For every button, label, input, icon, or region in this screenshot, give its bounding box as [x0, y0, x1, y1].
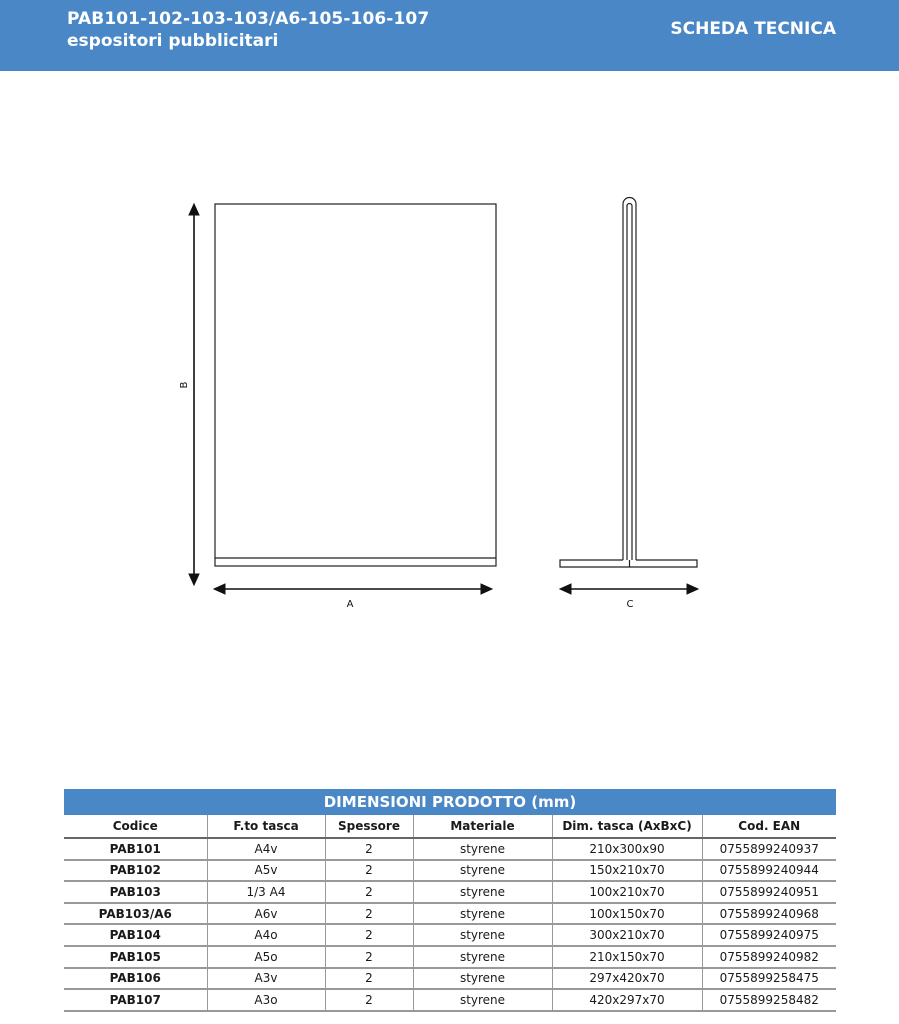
cell-codice: PAB107: [64, 989, 207, 1011]
cell-materiale: styrene: [413, 968, 552, 990]
front-view: [215, 204, 496, 566]
cell-ean: 0755899240944: [702, 860, 836, 882]
product-codes-title: PAB101-102-103-103/A6-105-106-107: [67, 9, 430, 29]
cell-spessore: 2: [325, 924, 413, 946]
cell-formato: A5o: [207, 946, 325, 968]
cell-formato: A4o: [207, 924, 325, 946]
cell-formato: A4v: [207, 838, 325, 860]
scheda-tecnica-label: SCHEDA TECNICA: [670, 19, 836, 39]
cell-ean: 0755899240982: [702, 946, 836, 968]
cell-dim: 150x210x70: [552, 860, 702, 882]
side-view: [560, 198, 697, 568]
col-header-codice: Codice: [64, 815, 207, 838]
cell-codice: PAB101: [64, 838, 207, 860]
cell-codice: PAB103: [64, 881, 207, 903]
col-header-materiale: Materiale: [413, 815, 552, 838]
col-header-formato-tasca: F.to tasca: [207, 815, 325, 838]
cell-dim: 100x150x70: [552, 903, 702, 925]
cell-codice: PAB106: [64, 968, 207, 990]
col-header-cod-ean: Cod. EAN: [702, 815, 836, 838]
col-header-dim-tasca: Dim. tasca (AxBxC): [552, 815, 702, 838]
table-row: [64, 903, 836, 925]
dimension-a-label: A: [346, 599, 354, 610]
cell-codice: PAB104: [64, 924, 207, 946]
cell-codice: PAB103/A6: [64, 903, 207, 925]
table-row: [64, 838, 836, 860]
table-title: DIMENSIONI PRODOTTO (mm): [64, 789, 836, 815]
cell-materiale: styrene: [413, 946, 552, 968]
cell-formato: 1/3 A4: [207, 881, 325, 903]
dimension-b-label: B: [179, 381, 190, 389]
cell-dim: 300x210x70: [552, 924, 702, 946]
cell-dim: 420x297x70: [552, 989, 702, 1011]
cell-materiale: styrene: [413, 881, 552, 903]
product-subtitle: espositori pubblicitari: [67, 31, 279, 51]
cell-materiale: styrene: [413, 903, 552, 925]
side-outer-fold: [623, 198, 636, 561]
cell-dim: 100x210x70: [552, 881, 702, 903]
cell-spessore: 2: [325, 989, 413, 1011]
cell-formato: A3v: [207, 968, 325, 990]
cell-codice: PAB102: [64, 860, 207, 882]
table-row: [64, 968, 836, 990]
cell-dim: 297x420x70: [552, 968, 702, 990]
cell-spessore: 2: [325, 881, 413, 903]
side-inner-fold: [627, 204, 632, 561]
cell-formato: A3o: [207, 989, 325, 1011]
product-dimensions-table: [64, 789, 836, 1012]
dimension-c: [560, 584, 698, 594]
cell-materiale: styrene: [413, 838, 552, 860]
side-base: [560, 560, 697, 567]
cell-dim: 210x300x90: [552, 838, 702, 860]
cell-ean: 0755899240968: [702, 903, 836, 925]
table-row: [64, 860, 836, 882]
dimension-c-label: C: [626, 599, 634, 610]
table-header-row: [64, 815, 836, 838]
cell-ean: 0755899240951: [702, 881, 836, 903]
cell-dim: 210x150x70: [552, 946, 702, 968]
cell-ean: 0755899258475: [702, 968, 836, 990]
cell-spessore: 2: [325, 860, 413, 882]
cell-spessore: 2: [325, 946, 413, 968]
cell-formato: A5v: [207, 860, 325, 882]
col-header-spessore: Spessore: [325, 815, 413, 838]
cell-spessore: 2: [325, 968, 413, 990]
cell-codice: PAB105: [64, 946, 207, 968]
cell-materiale: styrene: [413, 989, 552, 1011]
cell-formato: A6v: [207, 903, 325, 925]
cell-materiale: styrene: [413, 924, 552, 946]
dimension-a: [214, 584, 492, 594]
cell-ean: 0755899240975: [702, 924, 836, 946]
cell-ean: 0755899258482: [702, 989, 836, 1011]
front-panel-outline: [215, 204, 496, 566]
dimensions-table: [64, 815, 836, 1012]
cell-ean: 0755899240937: [702, 838, 836, 860]
table-row: [64, 881, 836, 903]
cell-spessore: 2: [325, 903, 413, 925]
table-row: [64, 946, 836, 968]
cell-spessore: 2: [325, 838, 413, 860]
cell-materiale: styrene: [413, 860, 552, 882]
table-row: [64, 989, 836, 1011]
dimension-b: [189, 204, 199, 585]
table-row: [64, 924, 836, 946]
